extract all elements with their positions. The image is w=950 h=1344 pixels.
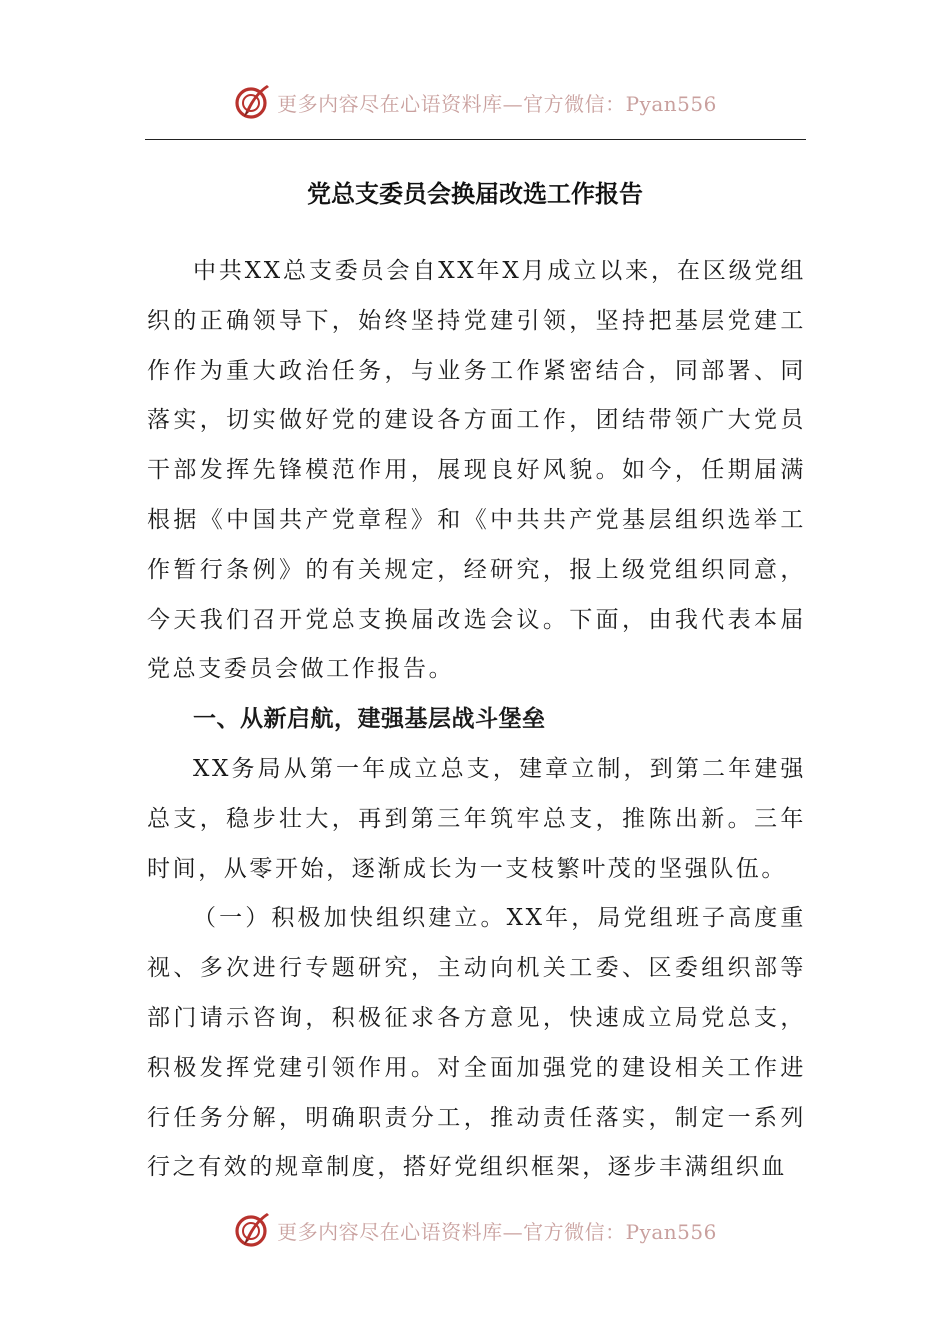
paragraph-intro: 中共XX总支委员会自XX年X月成立以来，在区级党组织的正确领导下，始终坚持党建引领，坚持把基层党建工作作为重大政治任务，与业务工作紧密结合，同部署、同落实，切实做好党的建设各方面工作，团结带领广大党员干部发挥先锋模范作用，展现良好风貌。如今，任期届满根据《中国共产党章程》和《中共共产党基层组织选举工作暂行条例》的有关规定，经研究，报上级党组织同意，今天我们召开党总支换届改选会议。下面，由我代表本届党总支委员会做工作报告。	[147, 258, 806, 683]
footer-watermark-text: 更多内容尽在心语资料库—官方微信：Pyan556	[277, 1219, 717, 1244]
document-title: 党总支委员会换届改选工作报告	[307, 180, 643, 208]
paragraph-section1-sub1: （一）积极加快组织建立。XX年，局党组班子高度重视、多次进行专题研究，主动向机关工委、区委组织部等部门请示咨询，积极征求各方意见，快速成立局党总支，积极发挥党建引领作用。对全面加强党的建设相关工作进行任务分解，明确职责分工，推动责任落实，制定一系列行之有效的规章制度，搭好党组织框架，逐步丰满组织血	[147, 905, 806, 1181]
quill-logo-icon	[233, 1210, 273, 1250]
footer-watermark	[0, 1208, 950, 1252]
section-heading-1: 一、从新启航，建强基层战斗堡垒	[193, 706, 546, 733]
document-body	[147, 247, 806, 1193]
quill-logo-icon	[233, 82, 273, 122]
header-divider	[145, 139, 806, 140]
header-watermark	[0, 80, 950, 124]
paragraph-section1-body: XX务局从第一年成立总支，建章立制，到第二年建强总支，稳步壮大，再到第三年筑牢总支，推陈出新。三年时间，从零开始，逐渐成长为一支枝繁叶茂的坚强队伍。	[147, 755, 806, 882]
header-watermark-text: 更多内容尽在心语资料库—官方微信：Pyan556	[277, 91, 717, 116]
